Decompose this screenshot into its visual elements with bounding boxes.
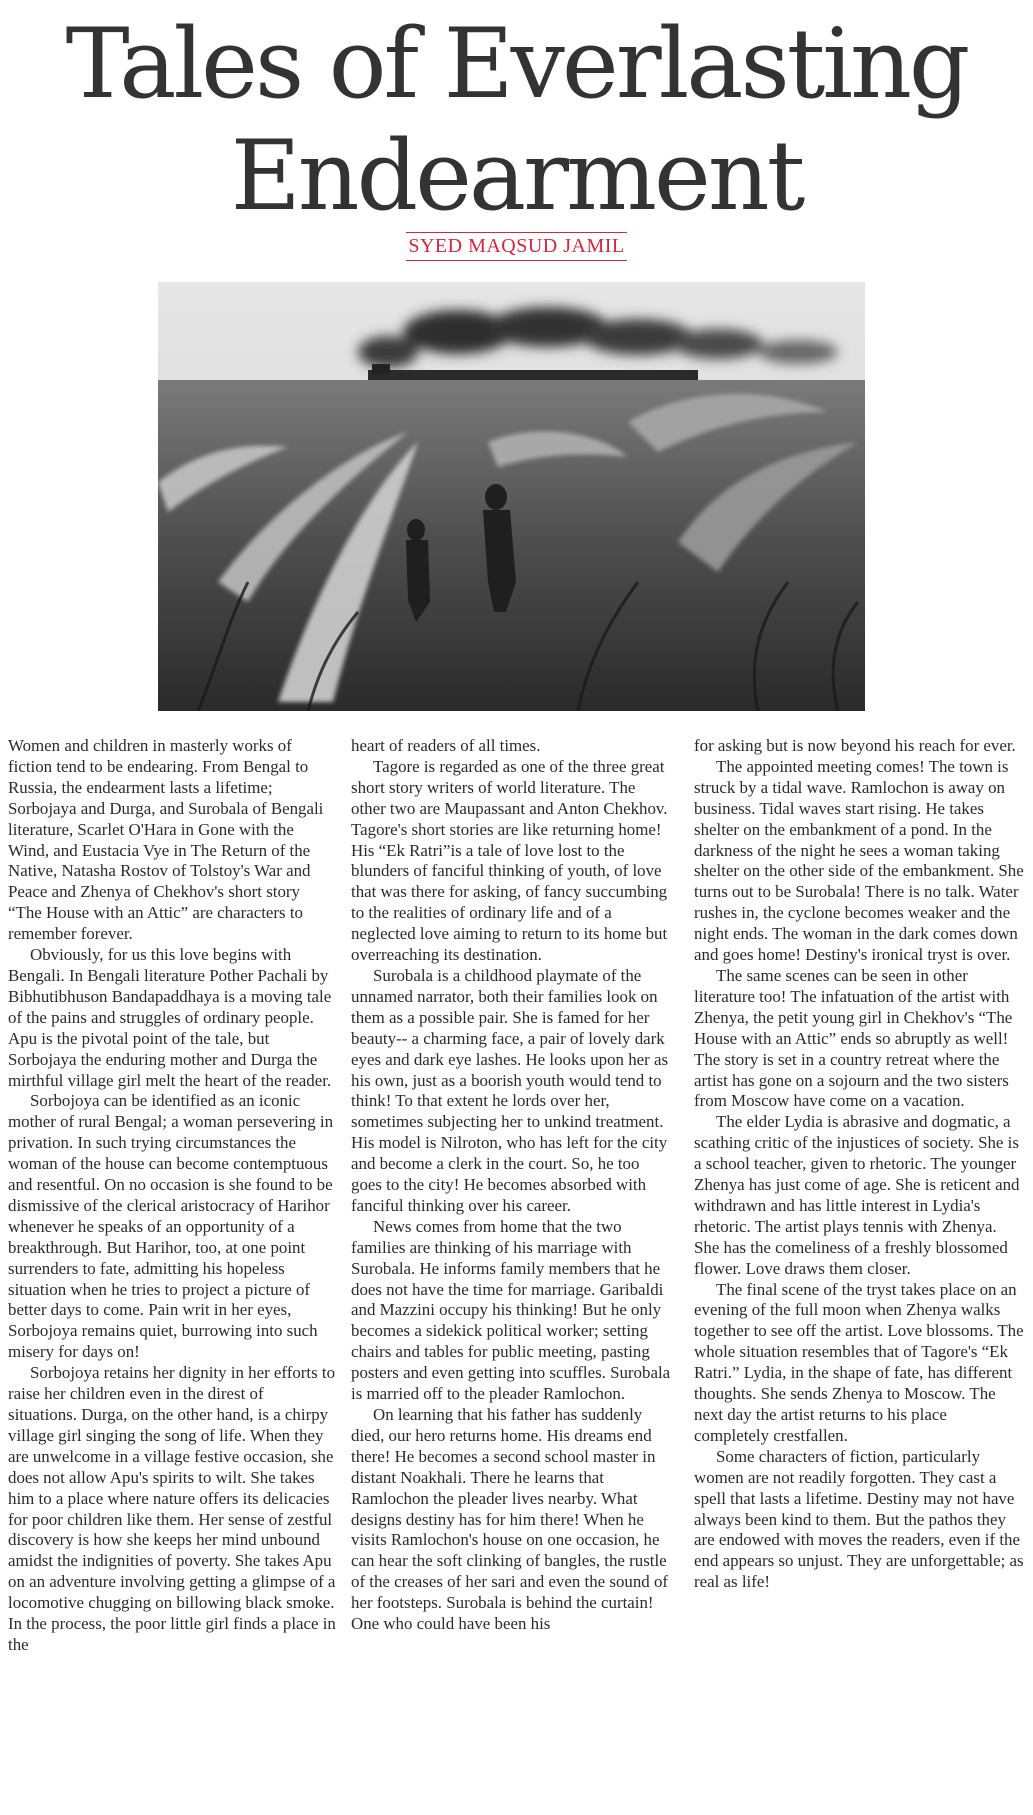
article-photo	[158, 282, 865, 711]
column-1-paragraph: Obviously, for us this love begins with Bengali. In Bengali literature Pother Pachali by Bibhutibhuson Bandapaddhaya is a moving tale of the pains and struggles of ordinary people. Apu is the pivotal point of the tale, but Sorbojaya the enduring mother and Durga the mirthful village girl melt the heart of the reader.	[8, 945, 332, 1090]
column-3-paragraph: The final scene of the tryst takes place on an evening of the full moon when Zhenya walks together to see off the artist. Love blossoms. The whole situation resembles that of Tagore's “Ek Ratri.” Lydia, in the shape of fate, has different thoughts. She sends Zhenya to Moscow. The next day the artist returns to his place completely crestfallen.	[694, 1279, 1024, 1445]
column-3-paragraph: The appointed meeting comes! The town is struck by a tidal wave. Ramlochon is away on business. Tidal waves start rising. He takes shelter on the embankment of a pond. In the darkness of the night he sees a woman taking shelter on the other side of the embankment. She turns out to be Surobala! There is no talk. Water rushes in, the cyclone becomes weaker and the night ends. The woman in the dark comes down and goes home! Destiny's ironical tryst is over.	[694, 756, 1024, 965]
column-2-paragraph: Surobala is a childhood playmate of the unnamed narrator, both their families look on them as a possible pair. She is famed for her beauty-- a charming face, a pair of lovely dark eyes and dark eye lashes. He looks upon her as his own, just as a boorish youth would tend to think! To that extent he lords over her, sometimes subjecting her to unkind treatment. His model is Nilroton, who has left for the city and become a clerk in the court. So, he too goes to the city! He becomes absorbed with fanciful thinking over his career.	[351, 965, 669, 1215]
article-column-3	[694, 736, 1024, 1811]
column-3-paragraph: The elder Lydia is abrasive and dogmatic, a scathing critic of the injustices of society. She is a school teacher, given to rhetoric. The younger Zhenya has just come of age. She is reticent and withdrawn and has little interest in Lydia's rhetoric. The artist plays tennis with Zhenya. She has the comeliness of a freshly blossomed flower. Love draws them closer.	[694, 1112, 1020, 1278]
column-2-paragraph: News comes from home that the two families are thinking of his marriage with Surobala. He informs family members that he does not have the time for marriage. Garibaldi and Mazzini occupy his thinking! But he only becomes a sidekick political worker; setting chairs and tables for public meeting, pasting posters and even getting into scuffles. Surobala is married off to the pleader Ramlochon.	[351, 1216, 671, 1404]
column-1-paragraph: Women and children in masterly works of fiction tend to be endearing. From Bengal to Russia, the endearment lasts a lifetime; Sorbojaya and Durga, and Surobala of Bengali literature, Scarlet O'Hara in Gone with the Wind, and Eustacia Vye in The Return of the Native, Natasha Rostov of Tolstoy's War and Peace and Zhenya of Chekhov's short story “The House with an Attic” are characters to remember forever.	[8, 736, 324, 944]
column-2-paragraph: Tagore is regarded as one of the three great short story writers of world literature. The other two are Maupassant and Anton Chekhov. Tagore's short stories are like returning home! His “Ek Ratri”is a tale of love lost to the blunders of fanciful thinking of youth, of love that was there for asking, of fancy succumbing to the realities of ordinary life and of a neglected love aiming to return to its home but overreaching its destination.	[351, 756, 668, 965]
column-1-paragraph: Sorbojoya can be identified as an iconic mother of rural Bengal; a woman persevering in privation. In such trying circumstances the woman of the house can become contemptuous and resentful. On no occasion is she found to be dismissive of the clerical aristocracy of Harihor whenever he speaks of an opportunity of a breakthrough. But Harihor, too, at one point surrenders to fate, admitting his hopeless situation when he tries to project a picture of better days to come. Pain writ in her eyes, Sorbojoya remains quiet, burrowing into such misery for days on!	[8, 1091, 334, 1362]
column-2-paragraph: heart of readers of all times.	[351, 736, 541, 755]
byline: SYED MAQSUD JAMIL	[406, 232, 626, 261]
column-3-paragraph: Some characters of fiction, particularly women are not readily forgotten. They cast a spell that lasts a lifetime. Destiny may not have always been kind to them. But the pathos they are endowed with moves the readers, even if the end appears so unjust. They are unforgettable; as real as life!	[694, 1446, 1024, 1592]
column-2-paragraph: On learning that his father has suddenly died, our hero returns home. His dreams end there! He becomes a second school master in distant Noakhali. There he learns that Ramlochon the pleader lives nearby. What designs destiny has for him there! When he visits Ramlochon's house on one occasion, he can hear the soft clinking of bangles, the rustle of the creases of her sari and even the sound of her footsteps. Surobala is behind the curtain! One who could have been his	[351, 1405, 669, 1634]
column-1-paragraph: Sorbojoya retains her dignity in her efforts to raise her children even in the direst of situations. Durga, on the other hand, is a chirpy village girl singing the song of life. When they are unwelcome in a village festive occasion, she does not allow Apu's spirits to wilt. She takes him to a place where nature offers its delicacies for poor children like them. Her sense of zestful discovery is how she keeps her mind unbound amidst the indignities of poverty. She takes Apu on an adventure involving getting a glimpse of a locomotive chugging on billowing black smoke. In the process, the poor little girl finds a place in the	[8, 1363, 336, 1654]
headline-line-1: Tales of Everlasting	[65, 8, 968, 120]
article-column-2	[351, 736, 671, 1811]
column-3-paragraph: for asking but is now beyond his reach for ever.	[694, 736, 1016, 755]
article-column-1	[8, 736, 336, 1811]
byline-container	[0, 232, 1033, 261]
headline-line-2: Endearment	[230, 120, 803, 232]
column-3-paragraph: The same scenes can be seen in other literature too! The infatuation of the artist with Zhenya, the petit young girl in Chekhov's “The House with an Attic” ends so abruptly as well! The story is set in a country retreat where the artist has gone on a sojourn and the two sisters from Moscow have come on a vacation.	[694, 965, 1013, 1111]
headline	[0, 8, 1033, 232]
